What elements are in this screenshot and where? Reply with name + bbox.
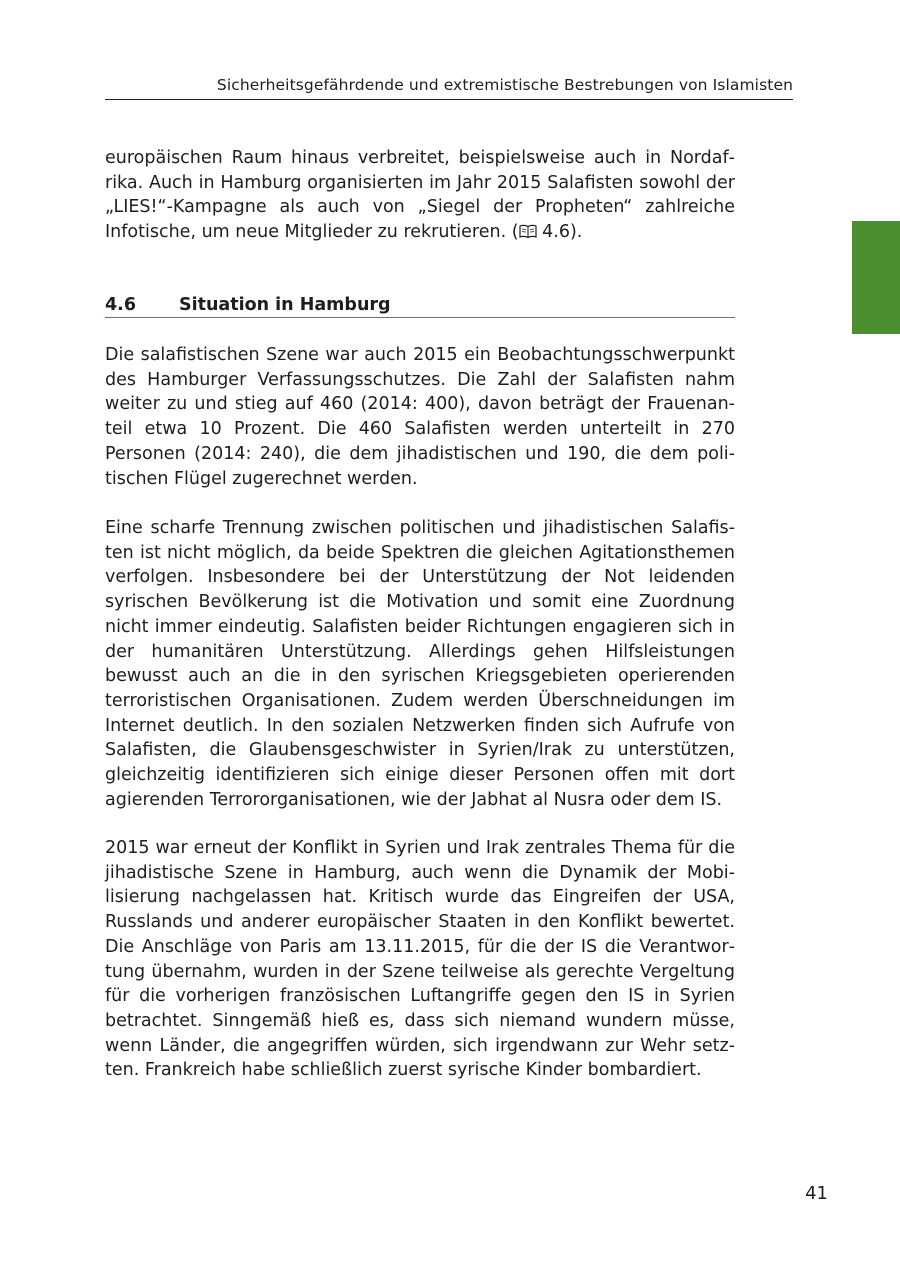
- section-title: Situation in Hamburg: [179, 295, 391, 315]
- body-paragraph-separation: Eine scharfe Trennung zwischen politischen und jihadistischen Salafisten ist nicht möglich, da beide Spektren die gleichen Agitationsthemen verfolgen. Insbesondere bei der Unterstützung der Not leidenden syrischen Bevölkerung ist die Motivation und somit eine Zuordnung nicht immer eindeutig. Salafisten beider Richtungen engagieren sich in der humanitären Unterstützung. Allerdings gehen Hilfsleistungen bewusst auch an die in den syrischen Kriegsgebieten operierenden terroristischen Organisationen. Zudem werden Überschneidungen im Internet deutlich. In den sozialen Netzwerken finden sich Aufrufe von Salafisten, die Glaubensgeschwister in Syrien/Irak zu unterstützen, gleichzeitig identifizieren sich einige dieser Personen offen mit dort agierenden Terrororganisationen, wie der Jabhat al Nusra oder dem IS.: [105, 518, 735, 810]
- intro-reference-close: ).: [569, 222, 583, 243]
- page-number: 41: [805, 1183, 828, 1204]
- running-header-title: Sicherheitsgefährdende und extremistische Bestrebungen von Islamisten: [216, 76, 793, 94]
- book-icon: [519, 222, 537, 247]
- cross-reference-link[interactable]: 4.6: [542, 222, 570, 243]
- section-number: 4.6: [105, 295, 137, 315]
- intro-text: europäischen Raum hinaus verbreitet, beispielsweise auch in Nordafrika. Auch in Hamburg organisierten im Jahr 2015 Salafisten sowohl der „LIES!“-Kampagne als auch von „Siegel der Propheten“ zahlreiche Infotische, um neue Mitglieder zu rekrutieren. (: [105, 148, 735, 243]
- section-heading: [105, 294, 735, 318]
- running-header: [105, 76, 793, 100]
- intro-paragraph: [105, 146, 735, 247]
- body-paragraph-conflict: 2015 war erneut der Konflikt in Syrien und Irak zentrales Thema für die jihadistische Szene in Hamburg, auch wenn die Dynamik der Mobilisierung nachgelassen hat. Kritisch wurde das Eingreifen der USA, Russlands und anderer europäischer Staaten in den Konflikt bewertet. Die Anschläge von Paris am 13.11.2015, für die der IS die Verantwortung übernahm, wurden in der Szene teilweise als gerechte Vergeltung für die vorherigen französischen Luftangriffe gegen den IS in Syrien betrachtet. Sinngemäß hieß es, dass sich niemand wundern müsse, wenn Länder, die angegriffen würden, sich irgendwann zur Wehr setzten. Frankreich habe schließlich zuerst syrische Kinder bombardiert.: [105, 838, 735, 1081]
- chapter-thumb-tab: [852, 221, 900, 334]
- body-paragraph-scene: Die salafistischen Szene war auch 2015 ein Beobachtungsschwerpunkt des Hamburger Verfassungsschutzes. Die Zahl der Salafisten nahm weiter zu und stieg auf 460 (2014: 400), davon beträgt der Frauenanteil etwa 10 Prozent. Die 460 Salafisten werden unterteilt in 270 Personen (2014: 240), die dem jihadistischen und 190, die dem politischen Flügel zugerechnet werden.: [105, 345, 735, 489]
